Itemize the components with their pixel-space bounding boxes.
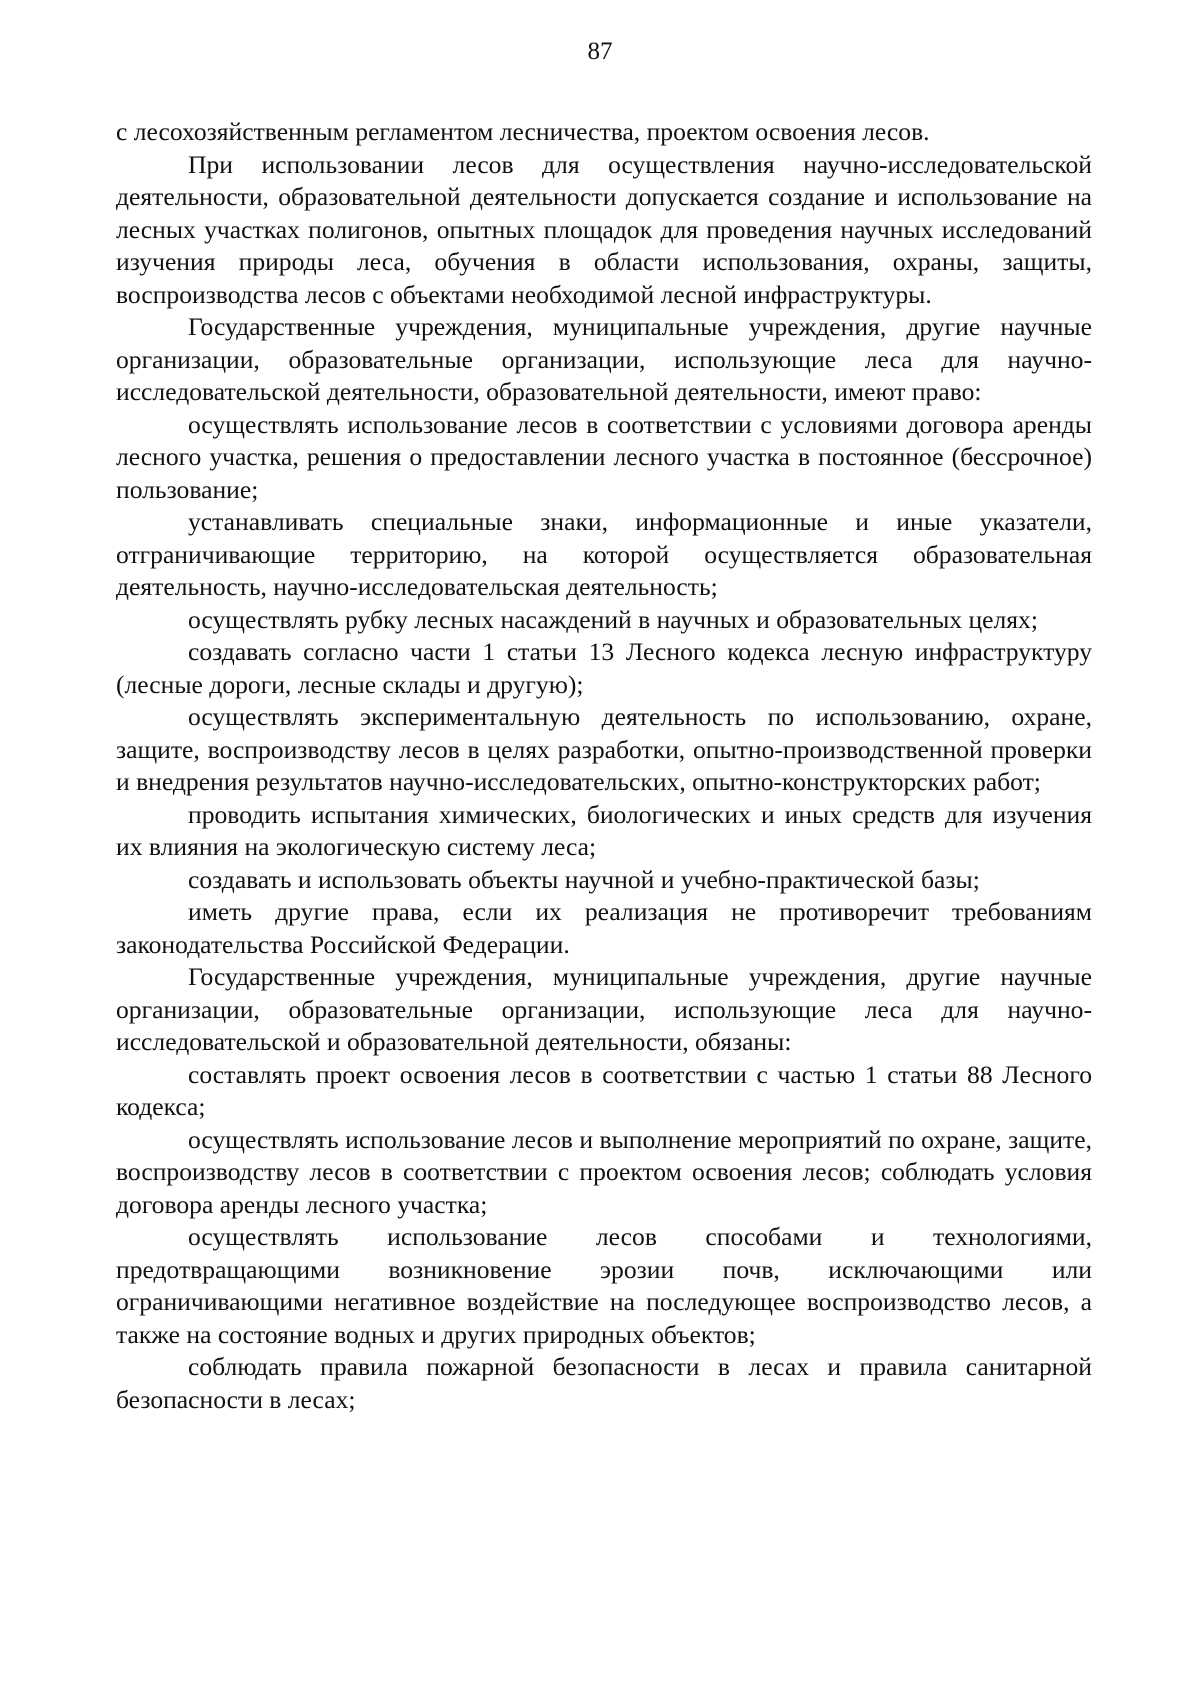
list-item: осуществлять рубку лесных насаждений в научных и образовательных целях; bbox=[188, 604, 1038, 634]
paragraph: Государственные учреждения, муниципальные учреждения, другие научные организации, образовательные организации, использующие леса для научно-исследовательской и образовательной деятельности, обязаны: bbox=[116, 962, 1092, 1056]
list-item: осуществлять использование лесов в соответствии с условиями договора аренды лесного участка, решения о предоставлении лесного участка в постоянное (бессрочное) пользование; bbox=[116, 409, 1092, 504]
list-item: устанавливать специальные знаки, информационные и иные указатели, отграничивающие территорию, на которой осуществляется образовательная деятельность, научно-исследовательская деятельность; bbox=[116, 507, 1092, 601]
list-item: соблюдать правила пожарной безопасности в лесах и правила санитарной безопасности в лесах; bbox=[116, 1352, 1092, 1414]
list-item: создавать согласно части 1 статьи 13 Лесного кодекса лесную инфраструктуру (лесные дороги, лесные склады и другую); bbox=[116, 637, 1092, 699]
list-item: создавать и использовать объекты научной и учебно-практической базы; bbox=[188, 864, 980, 894]
list-item: иметь другие права, если их реализация не противоречит требованиям законодательства Российской Федерации. bbox=[116, 897, 1092, 959]
list-item: проводить испытания химических, биологических и иных средств для изучения их влияния на экологическую систему леса; bbox=[116, 799, 1092, 861]
list-item: составлять проект освоения лесов в соответствии с частью 1 статьи 88 Лесного кодекса; bbox=[116, 1059, 1092, 1121]
document-body bbox=[116, 116, 1092, 1416]
paragraph: с лесохозяйственным регламентом лесничества, проектом освоения лесов. bbox=[116, 117, 930, 146]
page-number: 87 bbox=[587, 38, 613, 65]
list-item: осуществлять экспериментальную деятельность по использованию, охране, защите, воспроизводству лесов в целях разработки, опытно-производственной проверки и внедрения результатов научно-исследовательских, опытно-конструкторских работ; bbox=[116, 702, 1092, 796]
list-item: осуществлять использование лесов способами и технологиями, предотвращающими возникновение эрозии почв, исключающими или ограничивающими негативное воздействие на последующее воспроизводство лесов, а также на состояние водных и других природных объектов; bbox=[116, 1222, 1092, 1349]
list-item: осуществлять использование лесов и выполнение мероприятий по охране, защите, воспроизводству лесов в соответствии с проектом освоения лесов; соблюдать условия договора аренды лесного участка; bbox=[116, 1124, 1092, 1219]
paragraph: Государственные учреждения, муниципальные учреждения, другие научные организации, образовательные организации, использующие леса для научно-исследовательской деятельности, образовательной деятельности, имеют право: bbox=[116, 312, 1092, 406]
paragraph: При использовании лесов для осуществления научно-исследовательской деятельности, образовательной деятельности допускается создание и использование на лесных участках полигонов, опытных площадок для проведения научных исследований изучения природы леса, обучения в области использования, охраны, защиты, воспроизводства лесов с объектами необходимой лесной инфраструктуры. bbox=[116, 149, 1092, 309]
